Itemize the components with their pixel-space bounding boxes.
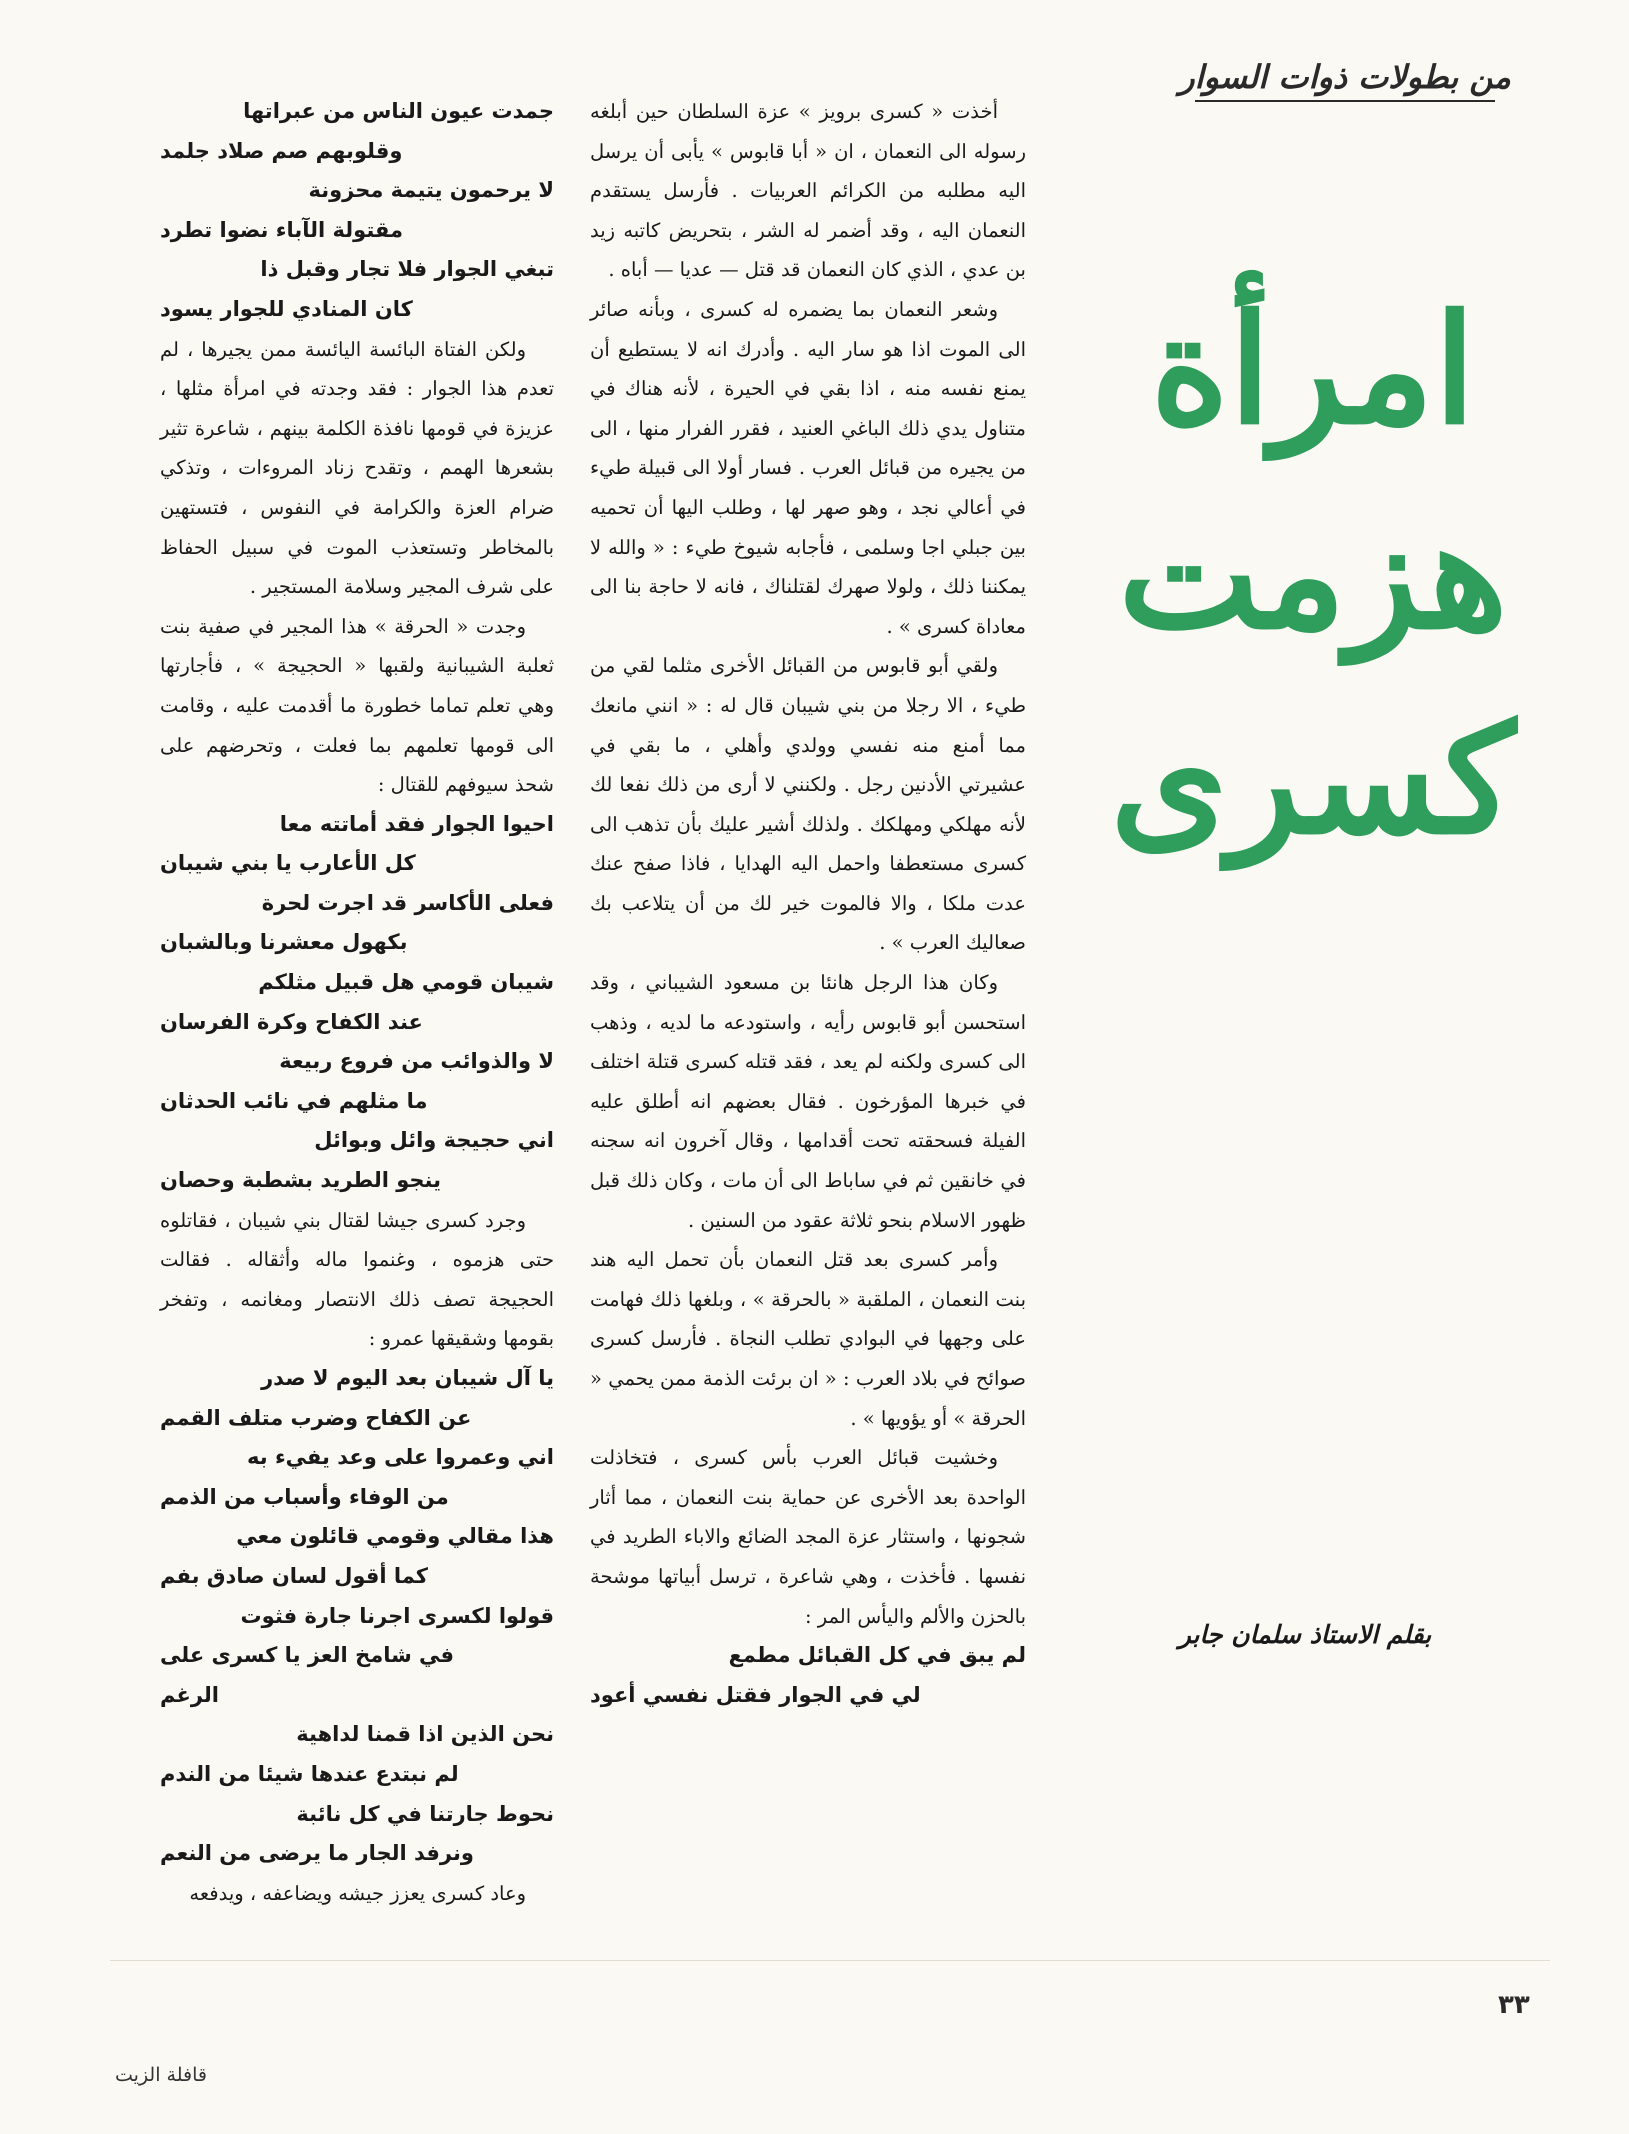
verse-line: ما مثلهم في نائب الحدثان bbox=[160, 1088, 428, 1113]
verse-line: من الوفاء وأسباب من الذمم bbox=[160, 1484, 449, 1509]
verse-line: عند الكفاح وكرة الفرسان bbox=[160, 1009, 423, 1034]
paragraph: وشعر النعمان بما يضمره له كسرى ، وبأنه صائر الى الموت اذا هو سار اليه . وأدرك انه لا يستطيع أن يمنع نفسه منه ، اذا بقي في الحيرة ، لأنه هناك في متناول يدي ذلك الباغي العنيد ، فقرر الفرار منها ، الى من يجيره من قبائل العرب . فسار أولا الى قبيلة طيء في أعالي نجد ، وهو صهر لها ، وطلب اليها أن تحميه بين جبلي اجا وسلمى ، فأجابه شيوخ طيء : « والله لا يمكننا ذلك ، ولولا صهرك لقتلناك ، فانه لا حاجة بنا الى معاداة كسرى » . bbox=[590, 297, 1026, 638]
paragraph: وجدت « الحرقة » هذا المجير في صفية بنت ثعلبة الشيبانية ولقبها « الحجيجة » ، فأجارتها وهي تعلم تماما خطورة ما أقدمت عليه ، وقامت الى قومها تعلمهم بما فعلت ، وتحرضهم على شحذ سيوفهم للقتال : bbox=[160, 614, 554, 797]
verse-line: احيوا الجوار فقد أماتته معا bbox=[279, 811, 554, 836]
verse-line: اني حجيجة وائل وبوائل bbox=[314, 1128, 554, 1153]
verse-line: شيبان قومي هل قبيل مثلكم bbox=[258, 970, 554, 995]
series-title: من بطولات ذوات السوار bbox=[1130, 58, 1560, 102]
paragraph: وكان هذا الرجل هانئا بن مسعود الشيباني ، وقد استحسن أبو قابوس رأيه ، واستودعه ما لديه ، وذهب الى كسرى ولكنه لم يعد ، فقد قتله كسرى قتلة اختلف في خبرها المؤرخون . فقال بعضهم انه أطلق عليه الفيلة فسحقته تحت أقدامها ، وقال آخرون انه سجنه في خانقين ثم في ساباط الى أن مات ، وكان ذلك قبل ظهور الاسلام بنحو ثلاثة عقود من السنين . bbox=[590, 971, 1026, 1232]
verse-line: كل الأعارب يا بني شيبان bbox=[160, 851, 416, 876]
verse-line: بكهول معشرنا وبالشبان bbox=[160, 930, 408, 955]
article-title-line-2: هزمت bbox=[1118, 487, 1508, 663]
verse-line: في شامخ العز يا كسرى على الرغم bbox=[160, 1643, 455, 1707]
paragraph: وأمر كسرى بعد قتل النعمان بأن تحمل اليه هند بنت النعمان ، الملقبة « بالحرقة » ، وبلغها ذلك فهامت على وجهها في البوادي تطلب النجاة . فأرسل كسرى صوائح في بلاد العرب : « ان برئت الذمة ممن يحمي « الحرقة » أو يؤويها » . bbox=[590, 1248, 1026, 1430]
paragraph: وجرد كسرى جيشا لقتال بني شيبان ، فقاتلوه حتى هزموه ، وغنموا ماله وأثقاله . فقالت الحجيجة تصف ذلك الانتصار ومغانمه ، وتفخر بقومها وشقيقها عمرو : bbox=[160, 1208, 554, 1351]
article-title-line-3: كسرى bbox=[1110, 692, 1516, 868]
verse-line: وقلوبهم صم صلاد جلمد bbox=[160, 138, 403, 163]
verse-line: ينجو الطريد بشطبة وحصان bbox=[160, 1168, 442, 1193]
verse-line: قولوا لكسرى اجرنا جارة فثوت bbox=[240, 1603, 554, 1628]
magazine-name: قافلة الزيت bbox=[115, 2064, 207, 2086]
paragraph: أخذت « كسرى برويز » عزة السلطان حين أبلغه رسوله الى النعمان ، ان « أبا قابوس » يأبى أن يرسل اليه مطلبه من الكرائم العربيات . فأرسل يستقدم النعمان اليه ، وقد أضمر له الشر ، بتحريض كاتبه زيد بن عدي ، الذي كان النعمان قد قتل — عديا — أباه . bbox=[590, 100, 1026, 282]
text-column-middle bbox=[590, 92, 1026, 1715]
verse-line: لم نبتدع عندها شيئا من الندم bbox=[160, 1761, 459, 1786]
verse-line: ونرفد الجار ما يرضى من النعم bbox=[160, 1841, 474, 1866]
paragraph: ولقي أبو قابوس من القبائل الأخرى مثلما لقي من طيء ، الا رجلا من بني شيبان قال له : « انني مانعك مما أمنع منه نفسي وولدي وأهلي ، ما بقي في عشيرتي الأدنين رجل . ولكنني لا أرى من ذلك نفعا لك لأنه مهلكي ومهلكك . ولذلك أشير عليك بأن تذهب الى كسرى مستعطفا واحمل اليه الهدايا ، فاذا صفح عنك عدت ملكا ، والا فالموت خير لك من أن يتلاعب بك صعاليك العرب » . bbox=[590, 654, 1026, 955]
verse-line: لا يرحمون يتيمة محزونة bbox=[308, 178, 554, 203]
verse-line: لا والذوائب من فروع ربيعة bbox=[279, 1049, 554, 1074]
verse-line: نحن الذين اذا قمنا لداهية bbox=[296, 1722, 554, 1747]
verse-line: نحوط جارتنا في كل نائبة bbox=[296, 1801, 554, 1826]
paragraph: ولكن الفتاة البائسة اليائسة ممن يجيرها ، لم تعدم هذا الجوار : فقد وجدته في امرأة مثلها ، عزيزة في قومها نافذة الكلمة بينهم ، شاعرة تثير بشعرها الهمم ، وتقدح زناد المروءات ، وتذكي ضرام العزة والكرامة في النفوس ، فتستهين بالمخاطر وتستعذب الموت في سبيل الحفاظ على شرف المجير وسلامة المستجير . bbox=[160, 337, 554, 599]
verse-line: لم يبق في كل القبائل مطمع bbox=[728, 1643, 1026, 1668]
verse-line: تبغي الجوار فلا تجار وقبل ذا bbox=[260, 257, 554, 282]
page-number: ٣٣ bbox=[1498, 1990, 1530, 2020]
footer-divider bbox=[110, 1960, 1550, 1961]
paragraph: وخشيت قبائل العرب بأس كسرى ، فتخاذلت الواحدة بعد الأخرى عن حماية بنت النعمان ، مما أثار شجونها ، واستثار عزة المجد الضائع والاباء الطريد في نفسها . فأخذت ، وهي شاعرة ، ترسل أبياتها موشحة بالحزن والألم واليأس المر : bbox=[590, 1446, 1026, 1628]
verse-line: كان المنادي للجوار يسود bbox=[160, 296, 413, 321]
text-column-left bbox=[160, 92, 554, 1913]
article-title bbox=[1078, 268, 1548, 883]
verse-line: عن الكفاح وضرب متلف القمم bbox=[160, 1405, 472, 1430]
verse-line: لي في الجوار فقتل نفسي أعود bbox=[590, 1682, 921, 1707]
paragraph: وعاد كسرى يعزز جيشه ويضاعفه ، ويدفعه bbox=[189, 1881, 526, 1905]
verse-line: فعلى الأكاسر قد اجرت لحرة bbox=[261, 890, 554, 915]
verse-line: هذا مقالي وقومي قائلون معي bbox=[236, 1524, 554, 1549]
article-title-line-1: امرأة bbox=[1150, 282, 1476, 458]
verse-line: جمدت عيون الناس من عبراتها bbox=[243, 99, 554, 123]
byline: بقلم الاستاذ سلمان جابر bbox=[1178, 1620, 1432, 1649]
verse-line: يا آل شيبان بعد اليوم لا صدر bbox=[261, 1366, 554, 1390]
verse-line: اني وعمروا على وعد يفيء به bbox=[247, 1445, 554, 1470]
verse-line: كما أقول لسان صادق بفم bbox=[160, 1563, 429, 1588]
verse-line: مقتولة الآباء نضوا تطرد bbox=[160, 217, 404, 242]
